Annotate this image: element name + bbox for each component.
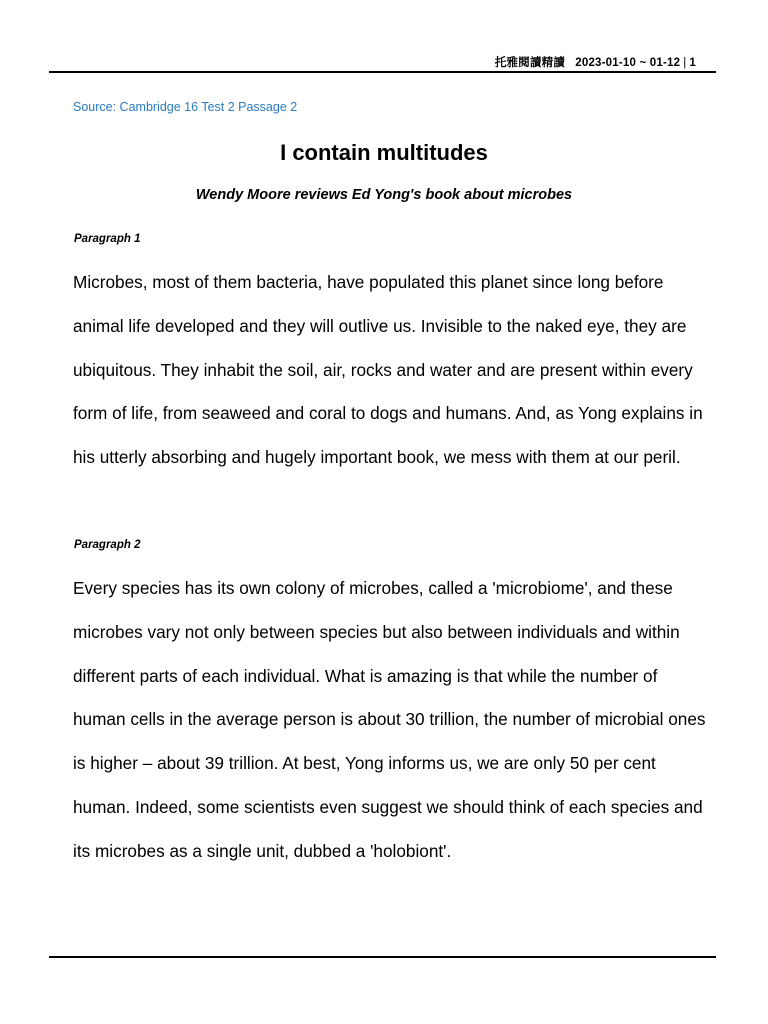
paragraph-1-label: Paragraph 1 bbox=[74, 233, 141, 245]
header-dates: 2023-01-10 ~ 01-12 bbox=[575, 57, 681, 69]
header-separator: | bbox=[683, 57, 687, 69]
article-subtitle: Wendy Moore reviews Ed Yong's book about microbes bbox=[195, 187, 573, 203]
paragraph-2-text: Every species has its own colony of microbes, called a 'microbiome', and these microbes vary not only between species but also between individuals and within different parts of each individual. What is amazing is that while the number of human cells in the average person is about 30 trillion, the number of microbial ones is higher – about 39 trillion. At best, Yong informs us, we are only 50 per cent human. Indeed, some scientists even suggest we should think of each species and its microbes as a single unit, dubbed a 'holobiont'. bbox=[73, 578, 706, 861]
footer-rule bbox=[49, 956, 716, 958]
source-line: Source: Cambridge 16 Test 2 Passage 2 bbox=[73, 100, 298, 114]
header-page-number: 1 bbox=[689, 57, 696, 69]
paragraph-2-label: Paragraph 2 bbox=[74, 539, 141, 551]
paragraph-1-text: Microbes, most of them bacteria, have populated this planet since long before animal life developed and they will outlive us. Invisible to the naked eye, they are ubiquitous. They inhabit the soil, air, rocks and water and are present within every form of life, from seaweed and coral to dogs and humans. And, as Yong explains in his utterly absorbing and hugely important book, we mess with them at our peril. bbox=[73, 272, 703, 468]
header-rule bbox=[49, 71, 716, 73]
page-header bbox=[495, 54, 696, 70]
article-title: I contain multitudes bbox=[280, 140, 488, 165]
header-course: 托雅閱讀精讀 bbox=[494, 57, 566, 69]
